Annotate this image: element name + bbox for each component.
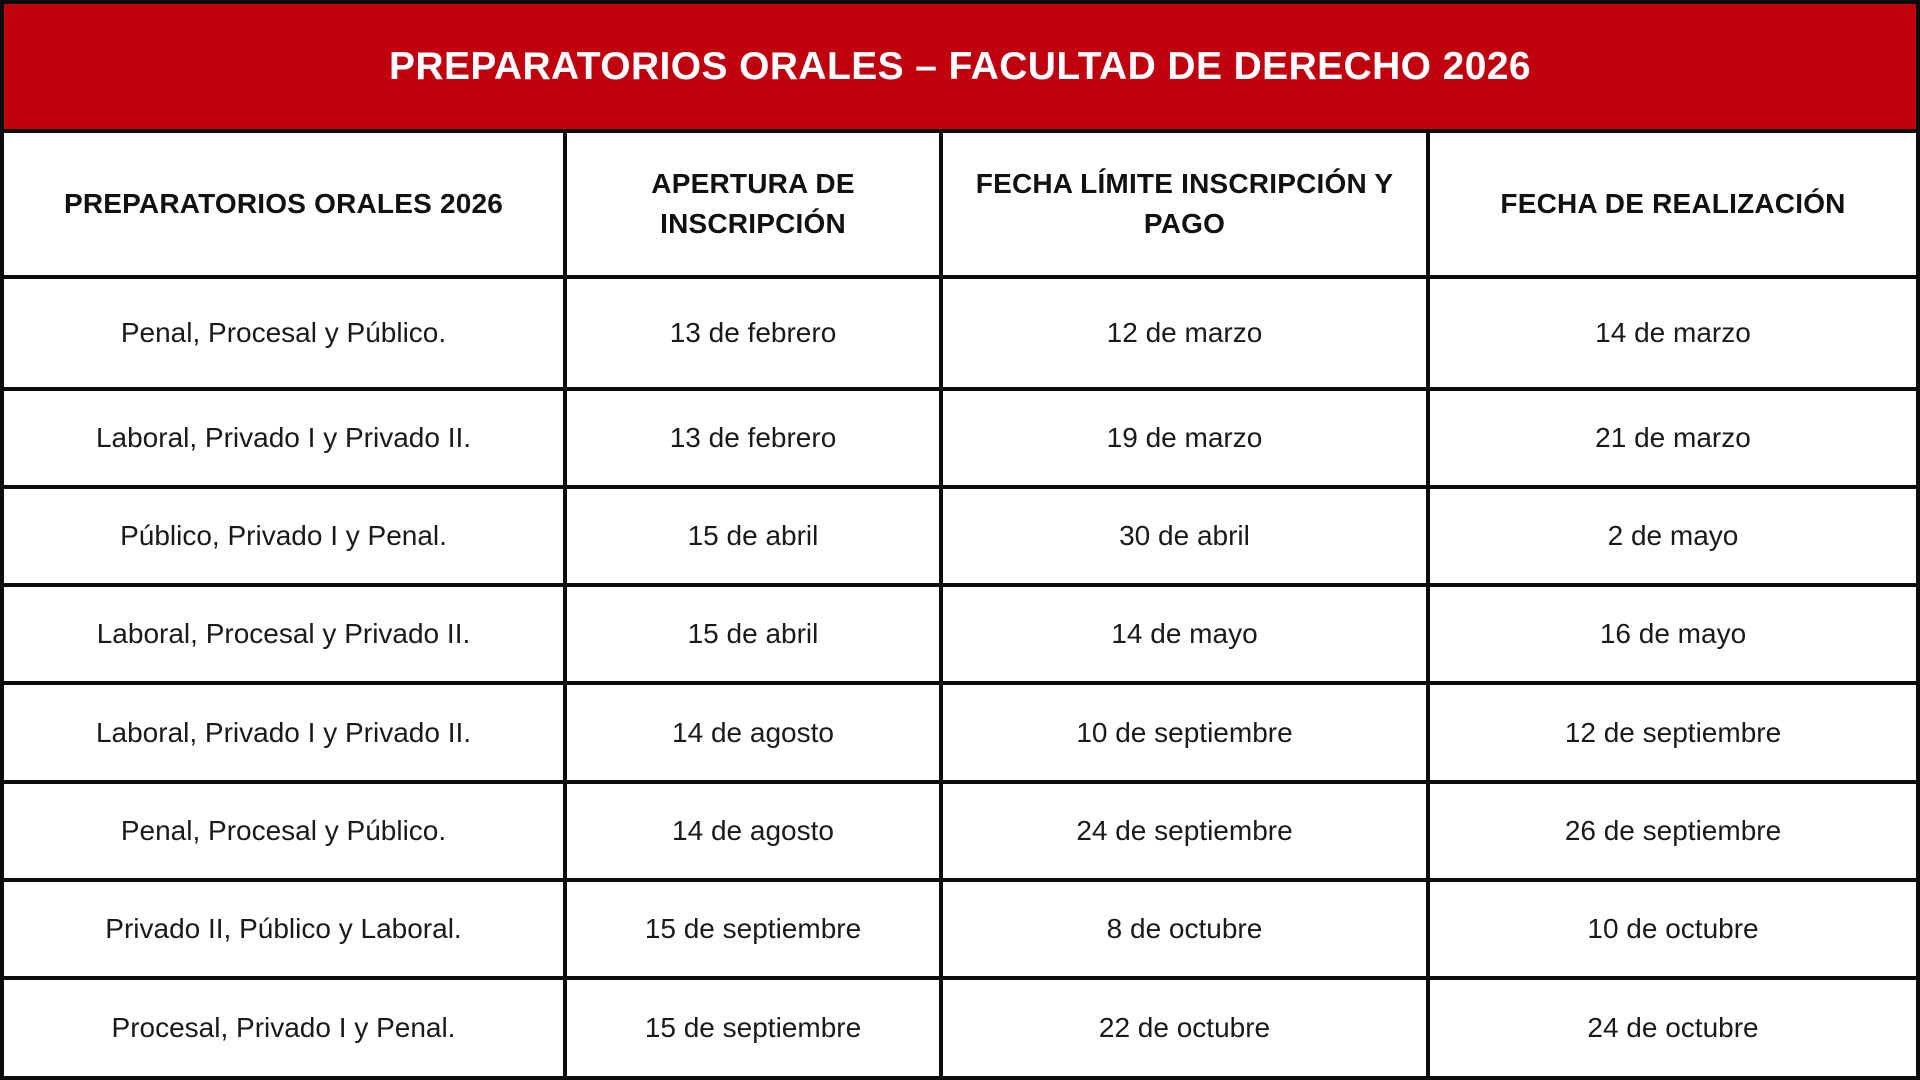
cell-areas: Penal, Procesal y Público.: [4, 782, 565, 880]
page-title: PREPARATORIOS ORALES – FACULTAD DE DERECHO 2026: [4, 4, 1916, 133]
header-fecha-limite: FECHA LÍMITE INSCRIPCIÓN Y PAGO: [941, 133, 1428, 277]
table-row: [4, 487, 1916, 585]
cell-fecha-realizacion: 10 de octubre: [1428, 880, 1916, 978]
cell-areas: Procesal, Privado I y Penal.: [4, 978, 565, 1076]
table-row: [4, 683, 1916, 781]
table-row: [4, 277, 1916, 389]
cell-apertura: 14 de agosto: [565, 782, 941, 880]
cell-areas: Penal, Procesal y Público.: [4, 277, 565, 389]
cell-fecha-realizacion: 14 de marzo: [1428, 277, 1916, 389]
cell-fecha-realizacion: 12 de septiembre: [1428, 683, 1916, 781]
cell-fecha-limite: 30 de abril: [941, 487, 1428, 585]
header-row: [4, 133, 1916, 277]
header-apertura-inscripcion: APERTURA DE INSCRIPCIÓN: [565, 133, 941, 277]
cell-fecha-realizacion: 26 de septiembre: [1428, 782, 1916, 880]
table-row: [4, 585, 1916, 683]
header-preparatorios: PREPARATORIOS ORALES 2026: [4, 133, 565, 277]
cell-apertura: 15 de abril: [565, 487, 941, 585]
cell-areas: Laboral, Procesal y Privado II.: [4, 585, 565, 683]
cell-apertura: 13 de febrero: [565, 277, 941, 389]
table-row: [4, 880, 1916, 978]
cell-areas: Privado II, Público y Laboral.: [4, 880, 565, 978]
cell-fecha-realizacion: 21 de marzo: [1428, 389, 1916, 487]
cell-apertura: 15 de septiembre: [565, 880, 941, 978]
cell-apertura: 13 de febrero: [565, 389, 941, 487]
cell-fecha-realizacion: 16 de mayo: [1428, 585, 1916, 683]
cell-fecha-limite: 8 de octubre: [941, 880, 1428, 978]
cell-apertura: 14 de agosto: [565, 683, 941, 781]
table-row: [4, 782, 1916, 880]
cell-fecha-limite: 10 de septiembre: [941, 683, 1428, 781]
cell-apertura: 15 de septiembre: [565, 978, 941, 1076]
table-row: [4, 389, 1916, 487]
cell-fecha-limite: 19 de marzo: [941, 389, 1428, 487]
table-row: [4, 978, 1916, 1076]
cell-apertura: 15 de abril: [565, 585, 941, 683]
cell-areas: Laboral, Privado I y Privado II.: [4, 389, 565, 487]
cell-fecha-limite: 14 de mayo: [941, 585, 1428, 683]
cell-areas: Laboral, Privado I y Privado II.: [4, 683, 565, 781]
cell-areas: Público, Privado I y Penal.: [4, 487, 565, 585]
schedule-table: [4, 133, 1916, 1076]
cell-fecha-limite: 24 de septiembre: [941, 782, 1428, 880]
header-fecha-realizacion: FECHA DE REALIZACIÓN: [1428, 133, 1916, 277]
cell-fecha-limite: 22 de octubre: [941, 978, 1428, 1076]
cell-fecha-realizacion: 2 de mayo: [1428, 487, 1916, 585]
cell-fecha-realizacion: 24 de octubre: [1428, 978, 1916, 1076]
cell-fecha-limite: 12 de marzo: [941, 277, 1428, 389]
